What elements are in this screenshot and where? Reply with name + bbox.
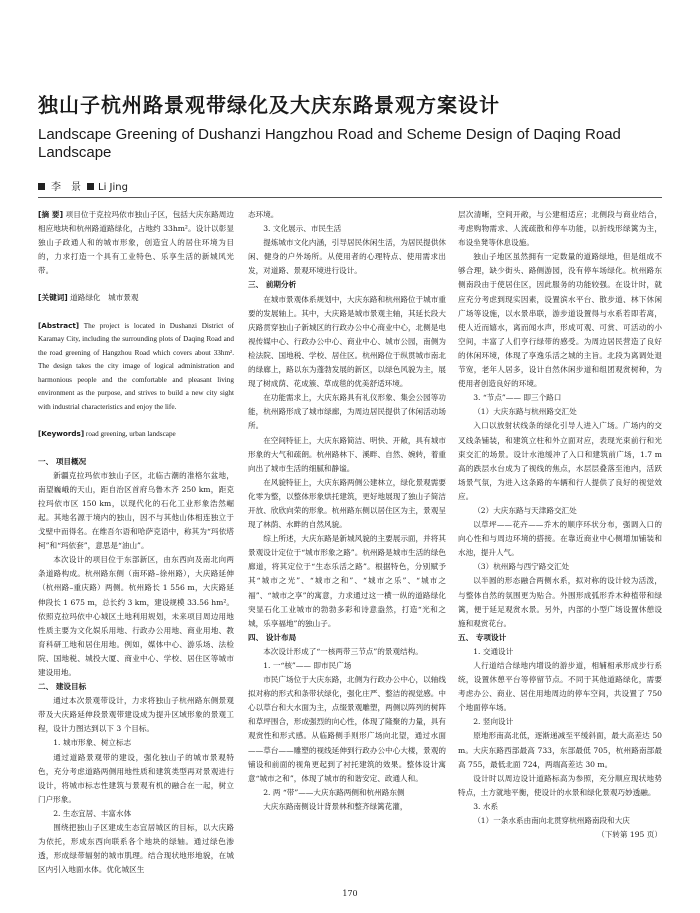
section-heading: 一、 项目概况 — [38, 456, 87, 466]
page-number: 170 — [342, 889, 358, 898]
paragraph: 通过道路景观带的建设，强化独山子的城市景观特色，充分考虑道路两侧用地性质和建筑类型再对景观进行设计，将城市标志性建筑与景观有机的融合在一起，树立门户形象。 — [38, 752, 234, 804]
paragraph: 大庆东路南侧设计背景林和整齐绿篱花灌， — [263, 801, 408, 811]
paragraph: 人行道结合绿地内增设的游步道，相辅相承形成步行系统，设置休憩平台等停留节点。不同于其他道路绿化，需要考虑办公、商业、居住用地周边的停车空间，共设置了 750 个地面停车场。 — [458, 661, 662, 713]
subheading: 2. 生态宜居、丰富水体 — [53, 808, 132, 818]
paragraph: 围绕把独山子区建成生态宜居城区的目标，以大庆路为依托，形成东西向联系各个地块的绿轴。通过绿色渗透，形成绿带辐射的城市肌理。结合现状地形地貌，在城区内引入地面水体。优化城区生 — [38, 823, 234, 875]
subheading: （2）大庆东路与天津路交汇处 — [473, 505, 577, 515]
subheading: 1. 城市形象、树立标志 — [53, 738, 132, 748]
authors — [38, 178, 128, 193]
divider — [38, 197, 662, 198]
subheading: 3. 水系 — [473, 801, 499, 811]
paragraph: 新疆克拉玛依市独山子区，北临古潮的准格尔盆地，南望巍峨的天山，距自治区首府乌鲁木齐 250 km，距克拉玛依市区 150 km，以现代化的石化工业形象浩然崛起。其地名源于境内的独山，因不与其他山体相连独立于戈壁中而得名。在维吾尔语和哈萨克语中，称其为“玛依塔柯”和“玛依套”，意思是“油山”。 — [38, 470, 234, 551]
column-3 — [458, 208, 662, 883]
subheading: 2. 两 “带”——大庆东路两侧和杭州路东侧 — [263, 787, 405, 797]
paragraph: 在空间特征上，大庆东路简洁、明快、开敞，具有城市形象的大气和疏朗。杭州路林下、溪畔、自然、婉转，着重向出了城市生活的细腻和静谧。 — [248, 435, 446, 473]
column-1 — [38, 208, 234, 883]
paragraph: 提炼城市文化内涵，引导居民休闲生活，为居民提供休闲、健身的户外场所。从使用者的心理特点、使用需求出发，对道路、景观环境进行设计。 — [248, 238, 446, 276]
paragraph: 入口以放射状线条的绿化引导人进入广场。广场内的交叉线条铺装，和建筑立柱和外立面对应，表现光束前行和光束交汇的场景。设计水池缓冲了入口和建筑前广场，1.7 m 高的跌层水台成为了视线的焦点，水层层叠落至池内，活跃场景气氛，为进入这条路的车辆和行人提供了良好的视觉效应。 — [458, 421, 662, 501]
author-en: Li Jing — [98, 182, 128, 193]
paragraph: 在功能需求上，大庆东路具有礼仪形象、集会公园等功能，杭州路形成了城市绿廊，为周边居民提供了休闲活动场所。 — [248, 393, 446, 431]
column-2 — [248, 208, 446, 883]
square-bullet-icon — [87, 183, 94, 190]
paragraph: 市民广场位于大庆东路，北侧为行政办公中心，以轴线拟对称的形式和条带状绿化，强化庄严、整洁的视觉感。中心以草台和大水面为主，点缀景观雕塑，两侧以阵列的树阵和草坪围合，形成强烈的向心性，体现了隆聚的力量，具有观赏性和形式感。从临路侧手则形广场向北望，通过水面——草台——雕塑的视线延伸到行政办公中心大楼，景观的铺设和前面的视角更起到了衬托建筑的效果。整体设计寓意“城市之和”，体现了城市的和谐安定、政通人和。 — [248, 675, 446, 783]
paragraph: 以草坪——花卉——乔木的顺序环状分布，强调入口的向心性和与周边环境的搭接。在靠近商业中心侧增加铺装和水池，提升人气。 — [458, 520, 662, 558]
keywords-zh: [关键词] 道路绿化 城市景观 — [38, 293, 139, 303]
subheading: 3. “节点”—— 即三个路口 — [473, 393, 562, 403]
section-heading: 三、 前期分析 — [248, 280, 297, 290]
subheading: 3. 文化展示、市民生活 — [263, 224, 342, 234]
title-en: Landscape Greening of Dushanzi Hangzhou Road and Scheme Design of Daqing Road Landscape — [38, 126, 621, 161]
author-zh: 李 景 — [51, 182, 81, 193]
subheading: （1）大庆东路与杭州路交汇处 — [473, 407, 577, 417]
continued-note: （下转第 195 页） — [597, 830, 662, 840]
paragraph: 原地形南高北低，逐渐递减至平缓斜面，最大高差达 50 m。大庆东路西部最高 733，东部最低 705，杭州路南部最高 755，最低北面 724，两端高差达 30 m。 — [458, 731, 662, 769]
subheading: 2. 竖向设计 — [473, 717, 514, 727]
paragraph: 态环境。 — [248, 210, 279, 219]
section-heading: 五、 专项设计 — [458, 632, 507, 642]
paragraph: 在城市景观体系规划中，大庆东路和杭州路位于城市重要的发展轴上。其中，大庆路是城市景观主轴，其延长段大庆路贯穿独山子新城区的行政办公中心商业中心，北侧是电视传媒中心、行政办公中心、商业中心、城市公园，南侧为检法院、国地税、学校、居住区。杭州路位于纵贯城市南北的绿廊上，路以东为蓬勃发展的新区，以绿色风貌为主，展现了树成荫、花成簇、草成毯的优美舒适环境。 — [248, 294, 446, 389]
subheading: （3）杭州路与西宁路交汇处 — [473, 562, 570, 572]
square-bullet-icon — [38, 183, 45, 190]
paragraph: 层次清晰，空间开敞，与公建相适应；北侧段与商业结合，考虑购物需求、人流疏散和停车功能，以折线形绿篱为主，布设坐凳等休息设施。 — [458, 210, 662, 248]
subheading: 1. 一“核”—— 即市民广场 — [263, 661, 352, 670]
subheading: 1. 交通设计 — [473, 646, 514, 656]
paragraph: （1）一条水系由南向北贯穿杭州路南段和大庆 — [473, 816, 630, 826]
paragraph: 以半圆的形态融合两侧水系，拟对称的设计较为活泼，与整体自然的氛围更为贴合。外围形成弧形乔木种植带和绿篱，便于延足观赏水景。另外，内部的小型广场设置休憩设施和观赏花台。 — [458, 576, 662, 628]
paragraph: 通过本次景观带设计，力求将独山子杭州路东侧景观带及大庆路延伸段景观带建设成为提升区域形象的景观工程，设计力图达到以下 3 个目标。 — [38, 696, 234, 734]
keywords-en: [Keywords] road greening, urban landscape — [38, 429, 176, 439]
paragraph: 独山子地区虽然拥有一定数量的道路绿地，但是组成不够合理，缺少街头、路侧游园，没有停车场绿化。杭州路东侧南段由于使居住区，因此服务的功能较强。在设计时，就应充分考虑到现实因素，设置滨水平台、散步道、林下休闲广场等设施，以水景串联，游步道设置得与水系若即若离，使人近而嬉水，离而闻水声，形成可观、可赏、可活动的小空间，丰富了人们亨行绿带的感受。为周边居民营造了良好的休闲环境，体现了享逸乐活之城的主旨。北段为离调处退节宽，老年人居多，设计自然休闲步道和组团观赏树种，为使用者创造良好的环境。 — [458, 252, 662, 389]
abstract-zh: [摘 要] 项目位于克拉玛依市独山子区，包括大庆东路周边相应地块和杭州路道路绿化，占地约 33hm²。设计以彰显独山子政通人和的城市形象，创造宜人的居住环境为目的，力求打造一个具有工业特色、乐享生活的新城风光带。 — [38, 210, 234, 276]
paragraph: 设计时以周边设计道路标高为参照，充分顺应现状地势特点，土方就地平衡，使设计的水景和绿化景观巧妙透融。 — [458, 773, 662, 797]
paragraph: 在风貌特征上，大庆东路两侧公建林立，绿化景观需要化零为整，以整体形象烘托建筑，更好地展现了独山子简洁开放、欣欣向荣的形象。杭州路东侧以居住区为主，景观呈现了林荫、水畔的自然风貌。 — [248, 477, 446, 530]
paragraph: 本次设计形成了“一核两带三节点”的景观结构。 — [263, 646, 423, 656]
abstract-en: [Abstract] The project is located in Dushanzi District of Karamay City, including the surrounding plots of Daqing Road and the road greening of Hangzhou Road which covers about 33hm². The design takes the city image of logical administration and harmonious people and the comfortable and pleasant living environment as the purpose, and strives to build a new city sight with industrial characteristics and enjoy the life. — [38, 320, 234, 411]
section-heading: 二、 建设目标 — [38, 682, 87, 692]
paragraph: 综上所述，大庆东路是新城风貌的主要展示面，并将其景观设计定位于“城市形象之路”。杭州路是城市生活的绿色廊道，将其定位于“生态乐活之路”。根据特色，分别赋予其“城市之光”、“城市之和”、“城市之乐”、“城市之福”、“城市之享”的寓意，力求通过这一横一纵的道路绿化突显石化工业城市的勃勃多彩和诗意盎然，打造“光和之城，乐享福地”的独山子。 — [248, 534, 446, 628]
section-heading: 四、 设计布局 — [248, 632, 297, 642]
paragraph: 本次设计的项目位于东部新区，由东西向及南北向两条道路构成。杭州路东侧（南环路–徐州路），大庆路延伸（杭州路–重庆路）两侧。杭州路长 1 556 m，大庆路延伸段长 1 675 m，总长约 3 km，建设规模 33.56 hm²。依照克拉玛依中心城区土地利用规划，未来项目周边用地性质主要为文化娱乐用地、行政办公用地、商业用地、教育科研工地和居住用地。例如，媒体中心、游乐场、法检院、国地税、城投大厦、商业中心、学校、居住区等城市建设用地。 — [38, 555, 234, 677]
title-zh: 独山子杭州路景观带绿化及大庆东路景观方案设计 — [38, 93, 500, 117]
